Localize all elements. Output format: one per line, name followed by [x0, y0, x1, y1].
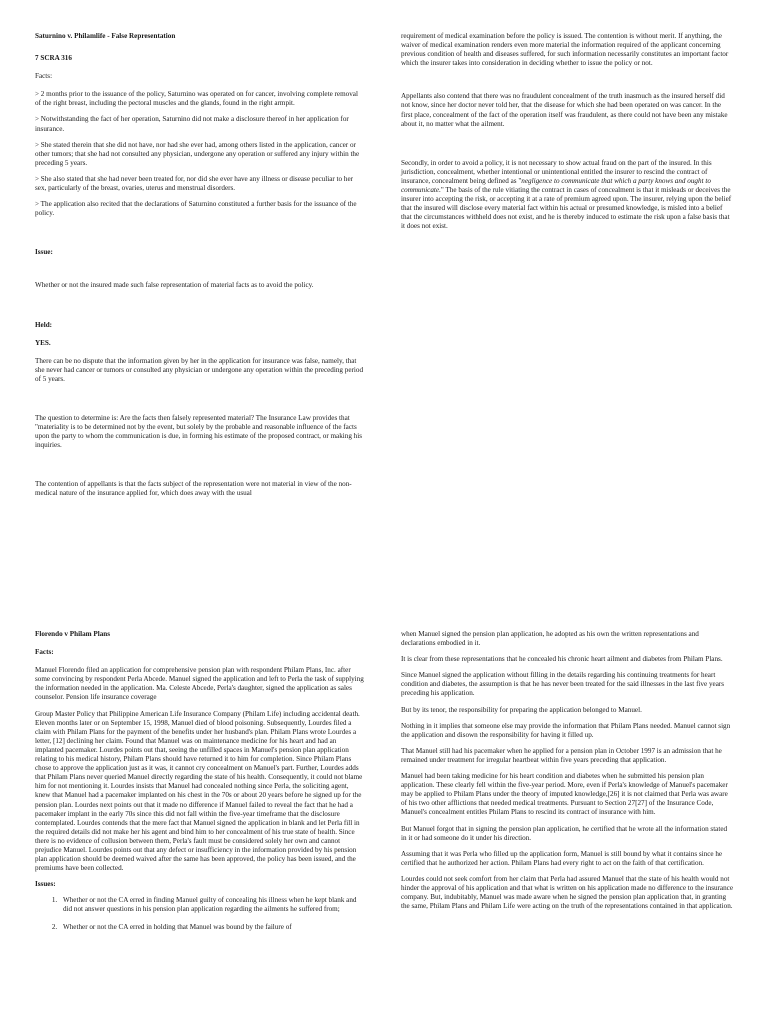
- issue-item: 2. Whether or not the CA erred in holding that Manuel was bound by the failure of: [59, 923, 365, 932]
- issues-list: [35, 896, 365, 931]
- body-paragraph: when Manuel signed the pension plan application, he adopted as his own the written representations and declarations embodied in it.: [401, 630, 699, 648]
- fact-item: > 2 months prior to the issuance of the policy, Saturnino was operated on for cancer, involving complete removal of the right breast, including the pectoral muscles and the glands, found in the right armpit.: [35, 90, 358, 108]
- body-paragraph: That Manuel still had his pacemaker when he applied for a pension plan in October 1997 is an admission that he remained under treatment for irregular heartbeat within five years preceding that application.: [401, 746, 722, 764]
- fact-paragraph: Manuel Florendo filed an application for comprehensive pension plan with respondent Philam Plans, Inc. after some convincing by respondent Perla Abcede. Manuel signed the application and left to Perla the task of supplying the information needed in the application. Ma. Celeste Abcede, Perla's daughter, signed the application as sales counselor. Pension life insurance coverage: [35, 666, 364, 702]
- case-citation: 7 SCRA 316: [35, 54, 72, 63]
- body-paragraph: But by its tenor, the responsibility for preparing the application belonged to Manuel.: [401, 705, 642, 714]
- concealment-definition: negligence to communicate that which a party knows and ought to communicate.: [401, 176, 711, 195]
- page-2: [0, 615, 768, 1024]
- issues-heading: Issues:: [35, 880, 56, 889]
- issue-heading: Issue:: [35, 248, 53, 257]
- body-paragraph: Manuel had been taking medicine for his heart condition and diabetes when he submitted his pension plan application. These clearly fell within the five-year period. More, even if Perla's knowledge of Manuel's pacemaker may be applied to Philam Plans under the theory of imputed knowledge,[26] it is not claimed that Perla was aware of his two other afflictions that needed medical treatments. Pursuant to Section 27[27] of the Insurance Code, Manuel's concealment entitles Philam Plans to rescind its contract of insurance with him.: [401, 772, 728, 817]
- page-2-left-column: [35, 630, 365, 940]
- case-title: Florendo v Philam Plans: [35, 630, 111, 638]
- held-heading: Held:: [35, 320, 53, 329]
- concealment-text: Secondly, in order to avoid a policy, it is not necessary to show actual fraud on the part of the insured. In this jurisdiction, concealment, whether intentional or unintentional entitled the insurer to rescind the contract of insurance, concealment being defined as ": [401, 158, 712, 185]
- issue-text: Whether or not the insured made such false representation of material facts as to avoid the policy.: [35, 281, 314, 290]
- body-paragraph: Nothing in it implies that someone else may provide the information that Philam Plans needed. Manuel cannot sign the application and disown the responsibility for having it filled up.: [401, 721, 731, 739]
- body-paragraph: But Manuel forgot that in signing the pension plan application, he certified that he wrote all the information stated in it or had someone do it under his direction.: [401, 824, 728, 842]
- held-answer: YES.: [35, 338, 51, 347]
- fact-item: > She also stated that she had never been treated for, nor did she ever have any illness or disease peculiar to her sex, particularly of the breast, ovaries, uterus and menstrual disorders.: [35, 174, 354, 193]
- page-1-right-column: [401, 32, 734, 232]
- body-paragraph: It is clear from these representations that he concealed his chronic heart ailment and diabetes from Philam Plans.: [401, 655, 723, 664]
- concealment-text-cont: " The basis of the rule vitiating the contract in cases of concealment is that it misleads or deceives the insurer into accepting the risk, or accepting it at a rate of premium agreed upon. The insurer, relying upon the belief that the insured will disclose every material fact within his actual or presumed knowledge, is misled into a belief that the circumstances withheld does not exist, and he is thereby induced to estimate the risk upon a false basis that it does not exist.: [401, 186, 732, 231]
- fact-item: > Notwithstanding the fact of her operation, Saturnino did not make a disclosure thereof in her application for insurance.: [35, 115, 349, 133]
- body-paragraph: requirement of medical examination before the policy is issued. The contention is without merit. If anything, the waiver of medical examination renders even more material the information required of the applicant concerning previous condition of health and diseases suffered, for such information necessarily constitutes an important factor which the insurer takes into consideration in deciding whether to issue the policy or not.: [401, 32, 729, 68]
- facts-heading: Facts:: [35, 72, 53, 81]
- body-paragraph: Appellants also contend that there was no fraudulent concealment of the truth inasmuch as the insured herself did not know, since her doctor never told her, that the disease for which she had been operated on was cancer. In the first place, concealment of the fact of the operation itself was fraudulent, as there could not have been any mistake about it, no matter what the ailment.: [401, 92, 728, 128]
- concealment-paragraph: [401, 159, 734, 232]
- fact-item: > The application also recited that the declarations of Saturnino constituted a further basis for the issuance of the policy.: [35, 200, 357, 218]
- held-paragraph: The question to determine is: Are the facts then falsely represented material? The Insurance Law provides that "materiality is to be determined not by the event, but solely by the probable and reasonable influence of the facts upon the party to whom the communication is due, in forming his estimate of the proposed contract, or making his inquiries.: [35, 413, 363, 450]
- held-paragraph: The contention of appellants is that the facts subject of the representation were not material in view of the non-medical nature of the insurance applied for, which does away with the usual: [35, 480, 352, 498]
- page-1-left-column: [35, 32, 365, 499]
- facts-heading: Facts:: [35, 648, 54, 657]
- issue-item: 1. Whether or not the CA erred in finding Manuel guilty of concealing his illness when he kept blank and did not answer questions in his pension plan application regarding the ailments he suffered from;: [59, 896, 365, 914]
- body-paragraph: Lourdes could not seek comfort from her claim that Perla had assured Manuel that the state of his health would not hinder the approval of his application and that what is written on his application made no difference to the insurance company. But, indubitably, Manuel was made aware when he signed the pension plan application that, in granting the same, Philam Plans and Philam Life were acting on the truth of the representations contained in that application.: [401, 874, 734, 911]
- body-paragraph: Since Manuel signed the application without filling in the details regarding his continuing treatments for heart condition and diabetes, the assumption is that he has never been treated for the said illnesses in the last five years preceding his application.: [401, 671, 725, 698]
- held-paragraph: There can be no dispute that the information given by her in the application for insurance was false, namely, that she never had cancer or tumors or consulted any physician or undergone any operation within the preceding period of 5 years.: [35, 356, 364, 383]
- body-paragraph: Assuming that it was Perla who filled up the application form, Manuel is still bound by what it contains since he certified that he authorized her action. Philam Plans had every right to act on the faith of that certification.: [401, 849, 723, 867]
- fact-paragraph: Group Master Policy that Philippine American Life Insurance Company (Philam Life) including accidental death. Eleven months later or on September 15, 1998, Manuel died of blood poisoning. Subsequently, Lourdes filed a claim with Philam Plans for the payment of the benefits under her husband's plan. Philam Plans wrote Lourdes a letter, [12] declining her claim. Found that Manuel was on maintenance medicine for his heart and had an implanted pacemaker. Lourdes points out that, seeing the unfilled spaces in Manuel's pension plan application relating to his medical history, Philam Plans should have returned it to him for completion. Since Philam Plans chose to approve the application just as it was, it cannot cry concealment on Manuel's part. Further, Lourdes adds that Philam Plans never queried Manuel directly regarding the state of his health. Consequently, it could not blame him for not mentioning it. Lourdes insists that Manuel had concealed nothing since Perla, the soliciting agent, knew that Manuel had a pacemaker implanted on his chest in the 70s or about 20 years before he signed up for the pension plan. Lourdes next points out that it made no difference if Manuel failed to reveal the fact that he had a pacemaker implant in the early 70s since this did not fall within the five-year timeframe that the disclosure contemplated. Lourdes contends that the mere fact that Manuel signed the application in blank and let Perla fill in the required details did not make her his agent and bind him to her concealment of his true state of health. Since there is no evidence of collusion between them, Perla's fault must be considered solely her own and cannot prejudice Manuel. Lourdes points out that any defect or insufficiency in the information provided by his pension plan application should be deemed waived after the same has been approved, the policy has been issued, and the premiums have been collected.: [35, 709, 363, 873]
- page-2-right-column: [401, 630, 734, 911]
- case-title: Saturnino v. Philamlife - False Representation: [35, 32, 176, 40]
- fact-item: > She stated therein that she did not have, nor had she ever had, among others listed in the application, cancer or other tumors; that she had not consulted any physician, undergone any operation or suffered any injury within the preceding 5 years.: [35, 140, 360, 167]
